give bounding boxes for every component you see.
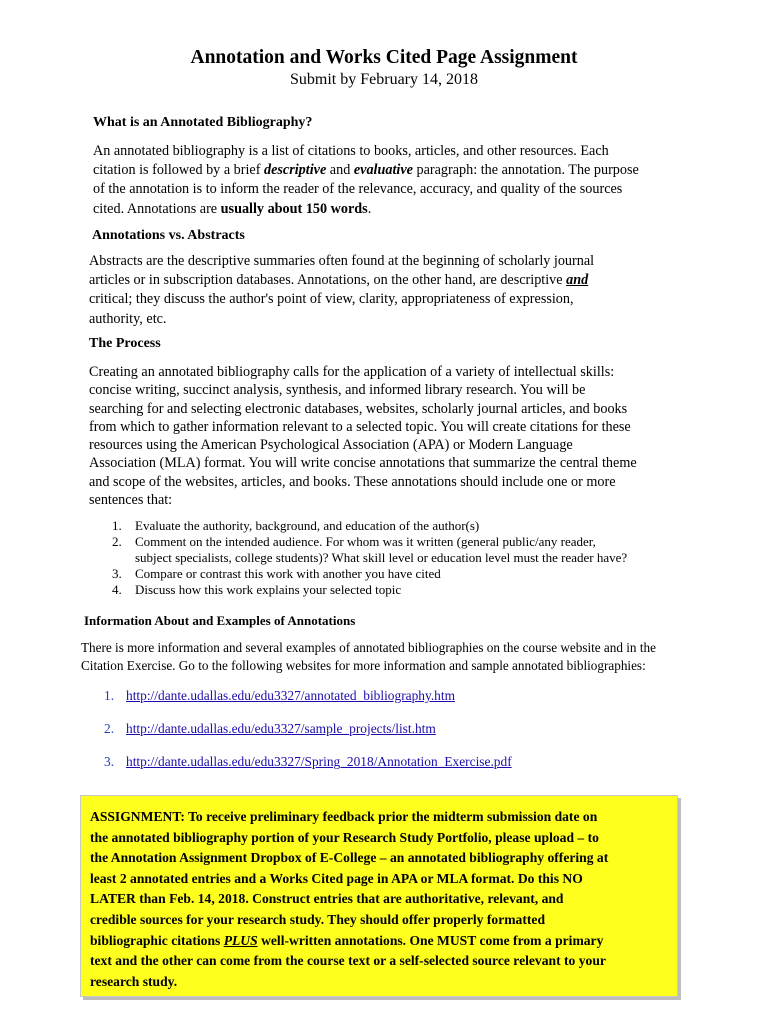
paragraph-line: articles or in subscription databases. Annotations, on the other hand, are descriptive and bbox=[89, 272, 589, 289]
paragraph-line: An annotated bibliography is a list of citations to books, articles, and other resources. Each bbox=[93, 143, 609, 159]
assignment-line: research study. bbox=[90, 973, 178, 989]
paragraph-line: Abstracts are the descriptive summaries often found at the beginning of scholarly journal bbox=[89, 253, 595, 269]
assignment-line: ASSIGNMENT: To receive preliminary feedback prior the midterm submission date on bbox=[90, 809, 598, 824]
list-item: 1. Evaluate the authority, background, and education of the author(s) bbox=[112, 518, 480, 533]
paragraph-line: resources using the American Psychological Association (APA) or Modern Language bbox=[89, 437, 573, 454]
paragraph-line: of the annotation is to inform the reader of the relevance, accuracy, and quality of the sources bbox=[93, 181, 623, 198]
paragraph-line: and scope of the websites, articles, and books. These annotations should include one or more bbox=[89, 473, 616, 490]
paragraph-what bbox=[93, 142, 639, 219]
paragraph-line: sentences that: bbox=[89, 492, 173, 509]
assignment-text bbox=[90, 807, 608, 992]
paragraph-line: searching for and selecting electronic databases, websites, scholarly journal articles, and books bbox=[89, 400, 628, 417]
section-heading-what: What is an Annotated Bibliography? bbox=[93, 115, 313, 130]
paragraph-line: Citation Exercise. Go to the following websites for more information and sample annotated bibliographies: bbox=[81, 658, 646, 673]
assignment-line: credible sources for your research study. They should offer properly formatted bbox=[90, 911, 545, 927]
assignment-line: the Annotation Assignment Dropbox of E-College – an annotated bibliography offering at bbox=[90, 850, 609, 866]
assignment-line: LATER than Feb. 14, 2018. Construct entries that are authoritative, relevant, and bbox=[90, 891, 564, 907]
page-title: Annotation and Works Cited Page Assignment bbox=[190, 47, 578, 68]
link-item: 1. http://dante.udallas.edu/edu3327/annotated_bibliography.htm bbox=[104, 688, 455, 703]
process-list bbox=[112, 518, 627, 598]
section-heading-process: The Process bbox=[89, 336, 161, 351]
list-item: 3. Compare or contrast this work with another you have cited bbox=[112, 566, 441, 581]
link-item: 3. http://dante.udallas.edu/edu3327/Spring_2018/Annotation_Exercise.pdf bbox=[104, 754, 512, 769]
emphasis-150-words: usually about 150 words bbox=[220, 200, 368, 217]
assignment-line: the annotated bibliography portion of your Research Study Portfolio, please upload – to bbox=[90, 829, 599, 845]
list-item: 2. Comment on the intended audience. For whom was it written (general public/any reader, subject specialists, college students)? What skill level or education level must the reader have? bbox=[112, 534, 628, 565]
paragraph-line: authority, etc. bbox=[89, 310, 167, 327]
section-heading-info: Information About and Examples of Annotations bbox=[84, 613, 356, 628]
paragraph-line: There is more information and several examples of annotated bibliographies on the course website and in the bbox=[81, 640, 656, 655]
emphasis-plus: PLUS bbox=[223, 932, 258, 948]
list-item: 4. Discuss how this work explains your selected topic bbox=[112, 582, 402, 597]
paragraph-abstracts bbox=[89, 252, 594, 329]
link-annotation-exercise[interactable]: http://dante.udallas.edu/edu3327/Spring_2018/Annotation_Exercise.pdf bbox=[126, 754, 512, 769]
emphasis-descriptive: descriptive bbox=[264, 162, 327, 179]
paragraph-line: from which to gather information relevant to a selected topic. You will create citations for these bbox=[89, 418, 631, 435]
paragraph-line: citation is followed by a brief descriptive and evaluative paragraph: the annotation. The purpose bbox=[93, 162, 639, 179]
paragraph-info bbox=[81, 639, 656, 675]
assignment-line: text and the other can come from the course text or a self-selected source relevant to your bbox=[90, 953, 606, 969]
assignment-line: bibliographic citations PLUS well-written annotations. One MUST come from a primary bbox=[90, 932, 604, 948]
paragraph-process bbox=[89, 363, 637, 509]
paragraph-line: concise writing, succinct analysis, synthesis, and informed library research. You will be bbox=[89, 382, 586, 399]
emphasis-and: and bbox=[566, 272, 589, 289]
emphasis-evaluative: evaluative bbox=[353, 162, 413, 179]
page-subtitle: Submit by February 14, 2018 bbox=[290, 71, 478, 88]
section-heading-abstracts: Annotations vs. Abstracts bbox=[92, 228, 245, 243]
paragraph-line: cited. Annotations are usually about 150 words. bbox=[93, 200, 372, 217]
assignment-box bbox=[80, 795, 678, 997]
paragraph-line: critical; they discuss the author's point of view, clarity, appropriateness of expression, bbox=[89, 291, 574, 308]
paragraph-line: Association (MLA) format. You will write concise annotations that summarize the central theme bbox=[89, 455, 637, 472]
assignment-line: least 2 annotated entries and a Works Cited page in APA or MLA format. Do this NO bbox=[90, 870, 583, 886]
link-annotated-bibliography[interactable]: http://dante.udallas.edu/edu3327/annotated_bibliography.htm bbox=[126, 688, 455, 703]
link-sample-projects[interactable]: http://dante.udallas.edu/edu3327/sample_projects/list.htm bbox=[126, 721, 436, 736]
paragraph-line: Creating an annotated bibliography calls for the application of a variety of intellectual skills: bbox=[89, 364, 615, 380]
link-item: 2. http://dante.udallas.edu/edu3327/sample_projects/list.htm bbox=[104, 721, 436, 736]
